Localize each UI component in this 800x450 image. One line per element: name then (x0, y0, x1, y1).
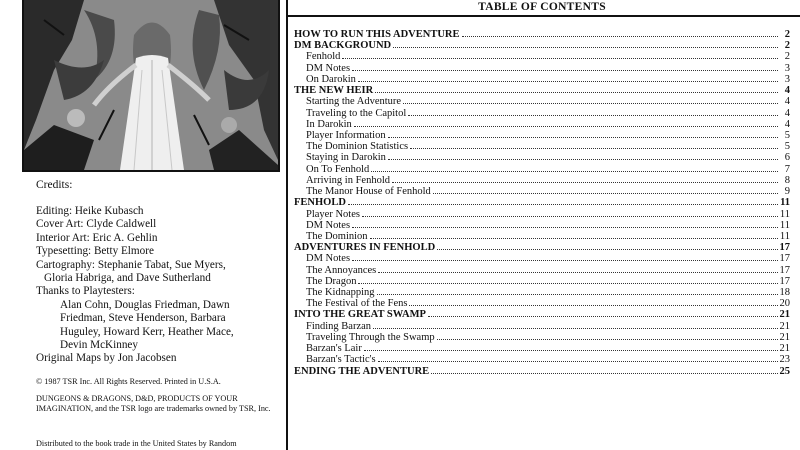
toc-entry-label: Barzan's Tactic's (306, 354, 376, 366)
toc-entry-page: 4 (784, 118, 790, 130)
toc-entry-page: 2 (784, 29, 790, 40)
toc-entry-label: HOW TO RUN THIS ADVENTURE (294, 29, 460, 40)
toc-leader-dots (437, 339, 778, 340)
toc-leader-dots (342, 58, 778, 59)
toc-entry-label: Traveling to the Capitol (306, 107, 407, 119)
toc-entry (294, 164, 790, 175)
toc-entry (294, 63, 790, 74)
distribution-notice: Distributed to the book trade in the United States by Random (36, 439, 237, 448)
toc-entry (294, 242, 790, 253)
toc-leader-dots (370, 238, 778, 239)
toc-entry-page: 5 (784, 129, 790, 141)
toc-entry-label: On Darokin (306, 73, 356, 85)
toc-title-rule (288, 15, 800, 17)
illustration-art (24, 0, 278, 170)
toc-entry-page: 5 (784, 141, 790, 153)
toc-entry-page: 25 (779, 365, 790, 377)
toc-entry-page: 11 (779, 230, 790, 242)
credit-line: Cartography: Stephanie Tabat, Sue Myers, (36, 258, 226, 271)
toc-list (294, 29, 790, 377)
toc-entry-label: FENHOLD (294, 197, 346, 209)
credit-line: Typesetting: Betty Elmore (36, 245, 154, 258)
toc-entry-label: The Manor House of Fenhold (306, 186, 431, 198)
credit-line: Interior Art: Eric A. Gehlin (36, 231, 158, 244)
toc-entry (294, 119, 790, 130)
credits-heading: Credits: (36, 179, 73, 191)
toc-entry (294, 298, 790, 309)
credit-line: Thanks to Playtesters: (36, 285, 135, 298)
toc-leader-dots (388, 137, 778, 138)
credit-line: Editing: Heike Kubasch (36, 205, 144, 217)
toc-title: TABLE OF CONTENTS (478, 1, 606, 13)
toc-entry-page: 3 (784, 62, 790, 74)
toc-leader-dots (373, 328, 777, 329)
toc-entry (294, 96, 790, 107)
toc-entry (294, 51, 790, 62)
toc-entry-label: The Dominion Statistics (306, 141, 409, 153)
toc-entry-label: The Festival of the Fens (306, 298, 408, 310)
toc-entry (294, 276, 790, 287)
toc-leader-dots (388, 159, 778, 160)
toc-entry-label: Traveling Through the Swamp (306, 331, 435, 343)
toc-entry-label: The Dominion (306, 230, 368, 242)
toc-entry (294, 265, 790, 276)
toc-leader-dots (431, 373, 777, 374)
toc-entry-label: ENDING THE ADVENTURE (294, 365, 430, 377)
toc-leader-dots (409, 305, 777, 306)
toc-entry (294, 209, 790, 220)
toc-leader-dots (392, 182, 778, 183)
credit-line: Huguley, Howard Kerr, Heather Mace, (60, 325, 234, 338)
toc-entry-label: Staying in Darokin (306, 152, 386, 164)
toc-leader-dots (410, 148, 778, 149)
toc-leader-dots (433, 193, 778, 194)
toc-entry (294, 108, 790, 119)
toc-entry-page: 11 (779, 219, 790, 231)
toc-entry (294, 186, 790, 197)
toc-entry-page: 4 (784, 96, 790, 108)
toc-entry-label: DM BACKGROUND (294, 40, 392, 52)
copyright-notice: © 1987 TSR Inc. All Rights Reserved. Printed in U.S.A. (36, 377, 221, 386)
toc-entry-page: 21 (779, 343, 790, 355)
toc-entry-page: 17 (779, 242, 790, 254)
toc-leader-dots (364, 350, 778, 351)
toc-entry-page: 17 (779, 275, 790, 287)
toc-entry-page: 21 (779, 331, 790, 343)
toc-entry-label: Player Information (306, 129, 386, 141)
table-of-contents (288, 0, 800, 450)
toc-entry-label: DM Notes (306, 62, 351, 74)
toc-leader-dots (354, 126, 778, 127)
toc-leader-dots (408, 115, 778, 116)
toc-entry (294, 332, 790, 343)
toc-leader-dots (375, 92, 778, 93)
toc-entry-page: 4 (784, 107, 790, 119)
toc-entry-label: Finding Barzan (306, 320, 372, 332)
credit-line: Cover Art: Clyde Caldwell (36, 218, 157, 231)
toc-leader-dots (362, 216, 778, 217)
toc-leader-dots (352, 260, 777, 261)
toc-leader-dots (403, 103, 778, 104)
toc-entry (294, 309, 790, 320)
toc-entry (294, 141, 790, 152)
toc-entry (294, 231, 790, 242)
toc-entry-page: 8 (784, 174, 790, 186)
toc-leader-dots (352, 70, 778, 71)
toc-leader-dots (462, 36, 778, 37)
credit-line: Devin McKinney (60, 339, 138, 352)
toc-leader-dots (348, 204, 778, 205)
toc-entry-page: 23 (779, 354, 790, 366)
toc-entry-page: 17 (779, 253, 790, 265)
toc-entry (294, 40, 790, 51)
toc-entry-page: 2 (784, 51, 790, 63)
toc-leader-dots (377, 294, 778, 295)
toc-entry-page: 9 (784, 186, 790, 198)
toc-entry-label: The Dragon (306, 275, 357, 287)
trademark-notice: DUNGEONS & DRAGONS, D&D, PRODUCTS OF YOUR IMAGINATION, and the TSR logo are trademarks owned by TSR, Inc. (36, 394, 271, 414)
toc-leader-dots (358, 81, 778, 82)
toc-entry (294, 287, 790, 298)
toc-leader-dots (378, 272, 777, 273)
toc-entry (294, 175, 790, 186)
toc-entry-page: 4 (784, 85, 790, 97)
toc-entry-label: ADVENTURES IN FENHOLD (294, 242, 436, 254)
toc-entry-page: 7 (784, 163, 790, 175)
toc-entry (294, 366, 790, 377)
fantasy-illustration (22, 0, 280, 172)
toc-entry-page: 2 (784, 40, 790, 52)
toc-entry (294, 321, 790, 332)
toc-entry (294, 197, 790, 208)
toc-entry-page: 20 (779, 298, 790, 310)
toc-entry-label: Barzan's Lair (306, 343, 362, 355)
credits-list (36, 205, 276, 366)
toc-entry-label: DM Notes (306, 219, 351, 231)
toc-entry (294, 74, 790, 85)
toc-entry (294, 152, 790, 163)
toc-leader-dots (352, 227, 778, 228)
toc-entry-label: On To Fenhold (306, 163, 370, 175)
toc-leader-dots (393, 47, 778, 48)
toc-entry-label: In Darokin (306, 118, 352, 130)
toc-entry-page: 11 (780, 197, 790, 209)
toc-entry (294, 253, 790, 264)
toc-entry-label: The Kidnapping (306, 287, 375, 299)
left-column (0, 0, 282, 450)
credit-line: Gloria Habriga, and Dave Sutherland (44, 272, 211, 285)
toc-entry (294, 130, 790, 141)
toc-entry (294, 29, 790, 40)
credit-line: Alan Cohn, Douglas Friedman, Dawn (60, 298, 230, 311)
toc-entry-label: The Annoyances (306, 264, 377, 276)
toc-entry-label: Arriving in Fenhold (306, 174, 390, 186)
toc-entry-label: DM Notes (306, 253, 351, 265)
toc-entry-page: 11 (779, 208, 790, 220)
toc-leader-dots (358, 283, 777, 284)
toc-entry-label: THE NEW HEIR (294, 85, 374, 97)
toc-entry-page: 21 (779, 309, 790, 321)
toc-entry (294, 343, 790, 354)
credit-line: Friedman, Steve Henderson, Barbara (60, 312, 226, 325)
toc-entry (294, 354, 790, 365)
toc-entry-label: Starting the Adventure (306, 96, 402, 108)
toc-entry (294, 85, 790, 96)
toc-entry-page: 3 (784, 73, 790, 85)
toc-entry-page: 17 (779, 264, 790, 276)
toc-entry-page: 21 (779, 320, 790, 332)
toc-entry-label: INTO THE GREAT SWAMP (294, 309, 426, 321)
toc-entry-page: 6 (784, 152, 790, 164)
toc-entry (294, 220, 790, 231)
toc-leader-dots (428, 316, 778, 317)
toc-entry-page: 18 (779, 287, 790, 299)
toc-entry-label: Fenhold (306, 51, 341, 63)
toc-leader-dots (437, 249, 777, 250)
toc-leader-dots (378, 361, 778, 362)
toc-entry-label: Player Notes (306, 208, 360, 220)
credit-line: Original Maps by Jon Jacobsen (36, 352, 177, 365)
toc-leader-dots (371, 171, 778, 172)
